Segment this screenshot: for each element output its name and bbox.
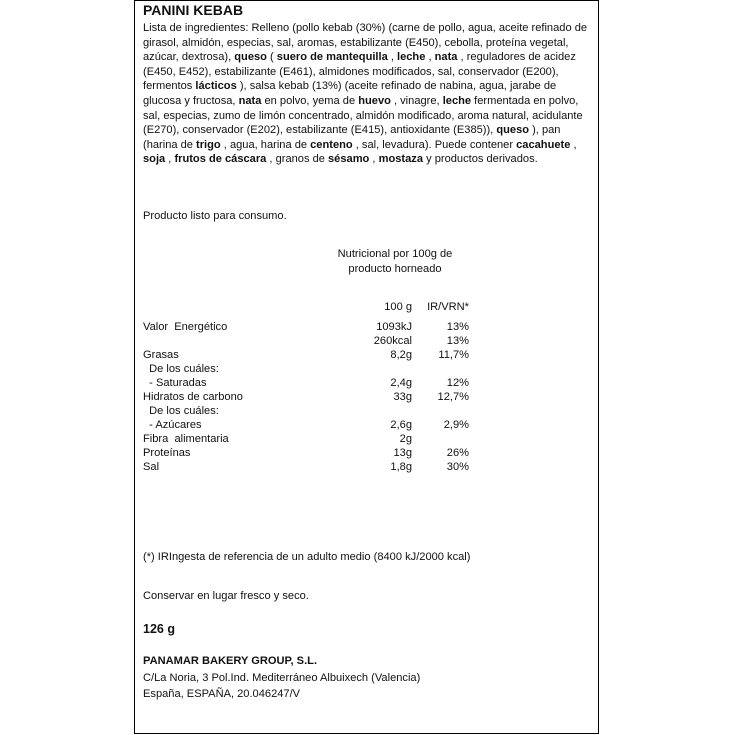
- ingredient-text: ,: [369, 153, 379, 166]
- nutrition-row: [0, 419, 735, 433]
- nutrition-row: [0, 335, 735, 349]
- nutrition-row: [0, 433, 735, 447]
- nutrition-row: [0, 447, 735, 461]
- storage-instructions: Conservar en lugar fresco y seco.: [143, 590, 309, 602]
- ingredient-text: ), salsa kebab (13%) (aceite refinado de nabina, agua, jarabe de glucosa y fructosa,: [143, 80, 557, 107]
- allergen-text: mostaza: [378, 153, 423, 166]
- allergen-text: leche: [397, 51, 426, 64]
- nutrient-label: - Saturadas: [143, 377, 207, 389]
- nutrient-value-100g: 33g: [393, 391, 412, 403]
- allergen-text: queso: [496, 124, 530, 137]
- ingredient-text: , vinagre,: [390, 94, 443, 107]
- nutrient-label: Fibra alimentaria: [143, 433, 229, 445]
- nutrient-value-ir: 26%: [446, 447, 469, 459]
- nutrient-value-ir: 12,7%: [437, 391, 469, 403]
- nutrition-header-row: [0, 301, 735, 315]
- nutrient-value-100g: 260kcal: [373, 335, 412, 347]
- nutrition-heading-line1: Nutricional por 100g de: [337, 248, 453, 260]
- nutrient-value-ir: 2,9%: [443, 419, 469, 431]
- ingredient-text: Lista de ingredientes: Relleno (pollo kebab (30%) (carne de pollo, agua, aceite refinado de girasol, almidón, especias, sal, aromas, estabilizante (E450), cebolla, proteína vegetal, azúcar, dextrosa),: [143, 22, 588, 64]
- ingredient-text: ,: [570, 138, 577, 151]
- allergen-text: nata: [238, 94, 262, 107]
- allergen-text: trigo: [196, 138, 221, 151]
- ingredient-text: , agua, harina de: [220, 138, 311, 151]
- ready-to-eat-note: Producto listo para consumo.: [143, 210, 287, 222]
- column-header-ir: IR/VRN*: [427, 301, 469, 313]
- ingredient-text: en polvo, yema de: [261, 94, 359, 107]
- nutrient-value-100g: 2,6g: [390, 419, 412, 431]
- address-line-1: C/La Noria, 3 Pol.Ind. Mediterráneo Albuixech (Valencia): [143, 672, 421, 684]
- nutrition-heading: [315, 247, 475, 277]
- ingredient-text: ), pan (harina de: [143, 124, 561, 151]
- nutrient-value-ir: 11,7%: [438, 349, 469, 361]
- allergen-text: suero de mantequilla: [276, 51, 388, 64]
- nutrition-heading-line2: producto horneado: [348, 263, 442, 275]
- allergen-text: huevo: [358, 94, 391, 107]
- allergen-text: queso: [234, 51, 267, 64]
- nutrient-label: Hidratos de carbono: [143, 391, 243, 403]
- nutrient-value-ir: 13%: [446, 321, 469, 333]
- ingredient-text: , reguladores de acidez (E450, E452), estabilizante (E461), almidones modificados, sal, conservador (E200), fermentos: [143, 51, 576, 93]
- ingredient-text: fermentada en polvo, sal, especias, zumo de limón concentrado, almidón modificado, aroma natural, acidulante (E270), conservador (E202), estabilizante (E415), antioxidante (E385)),: [143, 94, 583, 137]
- net-weight: 126 g: [143, 622, 175, 636]
- nutrient-label: - Azúcares: [143, 419, 202, 431]
- ingredient-text: y productos derivados.: [423, 153, 538, 166]
- ingredient-text: ,: [387, 51, 398, 64]
- column-header-100g: 100 g: [384, 301, 412, 313]
- ingredient-text: ,: [425, 51, 435, 64]
- nutrient-label: Proteínas: [143, 447, 191, 459]
- address-line-2: España, ESPAÑA, 20.046247/V: [143, 688, 301, 700]
- allergen-text: lácticos: [195, 80, 237, 93]
- nutrition-row: [0, 405, 735, 419]
- ingredient-text: , granos de: [266, 153, 329, 166]
- nutrient-label: De los cuáles:: [143, 363, 219, 375]
- company-address: [143, 670, 420, 702]
- product-title: PANINI KEBAB: [143, 2, 244, 18]
- ingredient-text: (: [266, 51, 277, 64]
- nutrient-value-100g: 1093kJ: [376, 321, 412, 333]
- allergen-text: sésamo: [328, 153, 370, 166]
- nutrient-value-ir: 30%: [446, 461, 469, 473]
- nutrition-row: [0, 363, 735, 377]
- allergen-text: nata: [434, 51, 458, 64]
- allergen-text: centeno: [310, 138, 353, 151]
- nutrient-value-100g: 8,2g: [390, 349, 412, 361]
- nutrient-value-100g: 2g: [399, 433, 412, 445]
- nutrition-row: [0, 391, 735, 405]
- nutrient-label: Sal: [143, 461, 160, 473]
- nutrition-row: [0, 461, 735, 475]
- allergen-text: soja: [143, 153, 166, 166]
- allergen-text: cacahuete: [516, 138, 571, 151]
- reference-footnote: (*) IRIngesta de referencia de un adulto medio (8400 kJ/2000 kcal): [143, 551, 471, 563]
- nutrient-value-100g: 13g: [393, 447, 412, 459]
- allergen-text: frutos de cáscara: [174, 153, 267, 166]
- nutrition-row: [0, 321, 735, 335]
- ingredients-text: [143, 21, 595, 167]
- ingredient-text: , sal, levadura). Puede contener: [352, 138, 517, 151]
- nutrition-row: [0, 377, 735, 391]
- nutrient-label: Valor Energético: [143, 321, 228, 333]
- nutrient-label: De los cuáles:: [143, 405, 219, 417]
- nutrient-label: Grasas: [143, 349, 179, 361]
- nutrient-value-100g: 2,4g: [390, 377, 412, 389]
- nutrition-row: [0, 349, 735, 363]
- nutrient-value-100g: 1,8g: [390, 461, 412, 473]
- ingredient-text: ,: [165, 153, 175, 166]
- nutrient-value-ir: 13%: [446, 335, 469, 347]
- nutrient-value-ir: 12%: [446, 377, 469, 389]
- allergen-text: leche: [442, 94, 472, 107]
- company-name: PANAMAR BAKERY GROUP, S.L.: [143, 655, 318, 667]
